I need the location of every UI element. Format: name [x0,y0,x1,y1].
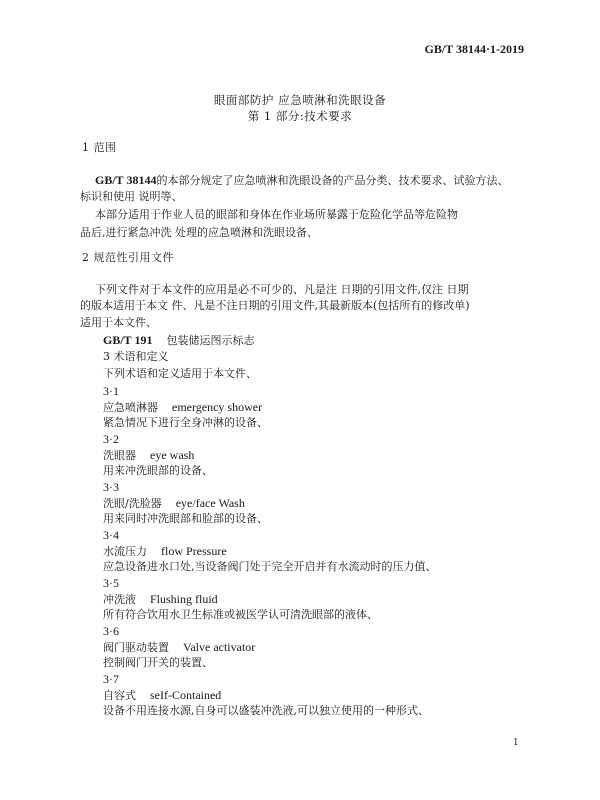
term-entry [103,640,255,655]
term-entry [103,544,227,559]
term-definition: 紧急情况下进行全身冲淋的设备、 [103,416,268,429]
term-chinese: 洗眼/洗脸器 [103,497,162,510]
paragraph-text: 的本部分规定了应急喷淋和洗眼设备的产品分类、技术要求、试验方法、 [156,174,509,187]
term-definition: 所有符合饮用水卫生标准或被医学认可清洗眼部的液体、 [103,608,378,621]
term-english: eye/face Wash [175,496,245,510]
paragraph-line: 下列文件对于本文件的应用是必不可少的、凡是注 日期的引用文件,仅注 日期 [95,283,469,296]
term-number: 3·5 [103,576,119,590]
term-number: 3·4 [103,528,119,542]
standard-number: GB/T 38144·1-2019 [424,42,524,56]
section-heading-scope: 1 范围 [82,141,117,154]
term-number: 3·2 [103,432,119,446]
reference-entry [103,333,254,348]
term-entry [103,592,218,607]
paragraph-line: 标识和使用 说明等、 [80,190,183,203]
page-number: 1 [513,738,519,748]
document-title: 眼面部防护 应急喷淋和洗眼设备 [213,93,387,107]
term-english: emergency shower [172,400,263,414]
term-definition: 设备不用连接水源,自身可以盛装冲洗液,可以独立使用的一种形式、 [103,704,429,717]
term-chinese: 冲洗液 [103,593,136,606]
document-subtitle: 第 1 部分:技术要求 [247,109,353,123]
paragraph-line: 的版本适用于本文 件、凡是不注日期的引用文件,其最新版本(包括所有的修改单) [80,299,470,312]
term-english: flow Pressure [161,544,227,558]
section-intro: 下列术语和定义适用于本文件、 [103,367,257,380]
paragraph-line: 品后,进行紧急冲洗 处理的应急喷淋和洗眼设备、 [80,226,318,239]
term-chinese: 洗眼器 [103,449,136,462]
term-chinese: 应急喷淋器 [103,401,158,414]
term-number: 3·6 [103,624,119,638]
term-definition: 控制阀门开关的装置、 [103,656,213,669]
term-number: 3·3 [103,480,119,494]
term-chinese: 阀门驱动装置 [103,641,169,654]
section-heading-normative-references: 2 规范性引用文件 [82,251,174,264]
term-entry [103,448,194,463]
term-english: Flushing fluid [150,592,218,606]
reference-code: GB/T 191 [103,333,153,347]
term-chinese: 自容式 [103,689,136,702]
term-english: seIf-Contained [150,688,222,702]
term-english: Valve activator [183,640,256,654]
paragraph-line: 适用于本文件、 [80,316,157,329]
term-definition: 应急设备进水口处,当设备阀门处于完全开启并有水流动时的压力值、 [103,560,437,573]
term-entry [103,688,221,703]
term-chinese: 水流压力 [103,545,147,558]
term-definition: 用来冲洗眼部的设备、 [103,464,213,477]
term-definition: 用来同时冲洗眼部和脸部的设备、 [103,512,268,525]
paragraph-line [95,173,508,188]
term-number: 3·7 [103,672,119,686]
paragraph-line: 本部分适用于作业人员的眼部和身体在作业场所暴露于危险化学品等危险物 [95,208,458,221]
term-entry [103,496,245,511]
term-number: 3·1 [103,384,119,398]
section-heading-terms: 3 术语和定义 [103,350,169,363]
standard-code: GB/T 38144 [95,173,157,187]
term-entry [103,400,262,415]
reference-title: 包装储运图示标志 [166,334,255,347]
term-english: eye wash [150,448,195,462]
